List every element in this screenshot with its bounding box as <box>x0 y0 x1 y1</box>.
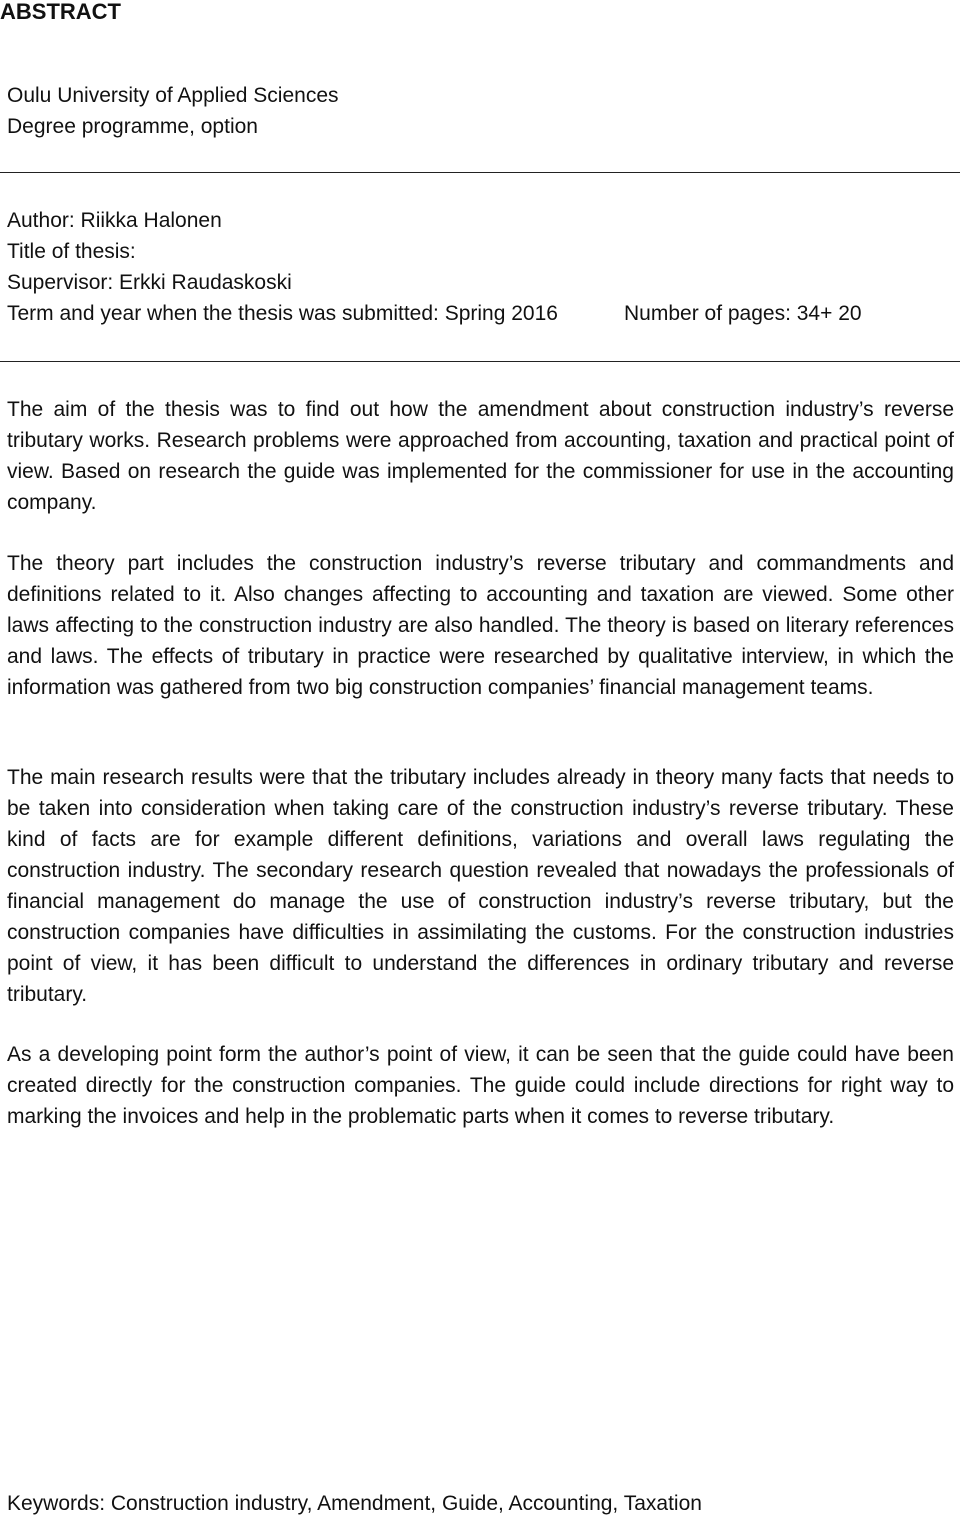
abstract-paragraph-development: As a developing point form the author’s point of view, it can be seen that the guide could have been created directly for the construction companies. The guide could include directions for right way to marking the invoices and help in the problematic parts when it comes to reverse tributary. <box>7 1043 954 1128</box>
institution: Oulu University of Applied Sciences <box>7 84 339 107</box>
abstract-paragraph-aim: The aim of the thesis was to find out how the amendment about construction industry’s reverse tributary works. Research problems were approached from accounting, taxation and practical point of view. Based on research the guide was implemented for the commissioner for use in the accounting company. <box>7 398 954 514</box>
abstract-paragraph-theory: The theory part includes the construction industry’s reverse tributary and commandments and definitions related to it. Also changes affecting to accounting and taxation are viewed. Some other laws affecting to the construction industry are also handled. The theory is based on literary references and laws. The effects of tributary in practice were researched by qualitative interview, in which the information was gathered from two big construction companies’ financial management teams. <box>7 552 954 699</box>
degree-programme: Degree programme, option <box>7 115 258 138</box>
divider-top <box>0 172 960 173</box>
abstract-paragraph-results: The main research results were that the tributary includes already in theory many facts that needs to be taken into consideration when taking care of the construction industry’s reverse tributary. These kind of facts are for example different definitions, variations and overall laws regulating the construction industry. The secondary research question revealed that nowadays the professionals of financial management do manage the use of construction industry’s reverse tributary, but the construction companies have difficulties in assimilating the customs. For the construction industries point of view, it has been difficult to understand the differences in ordinary tributary and reverse tributary. <box>7 766 954 1006</box>
author: Author: Riikka Halonen <box>7 209 222 232</box>
title-of-thesis: Title of thesis: <box>7 240 136 263</box>
number-of-pages: Number of pages: 34+ 20 <box>624 302 862 325</box>
divider-bottom <box>0 361 960 362</box>
term-year: Term and year when the thesis was submitted: Spring 2016 <box>7 302 558 325</box>
supervisor: Supervisor: Erkki Raudaskoski <box>7 271 292 294</box>
keywords: Keywords: Construction industry, Amendment, Guide, Accounting, Taxation <box>7 1492 702 1515</box>
page-heading: ABSTRACT <box>0 0 121 24</box>
